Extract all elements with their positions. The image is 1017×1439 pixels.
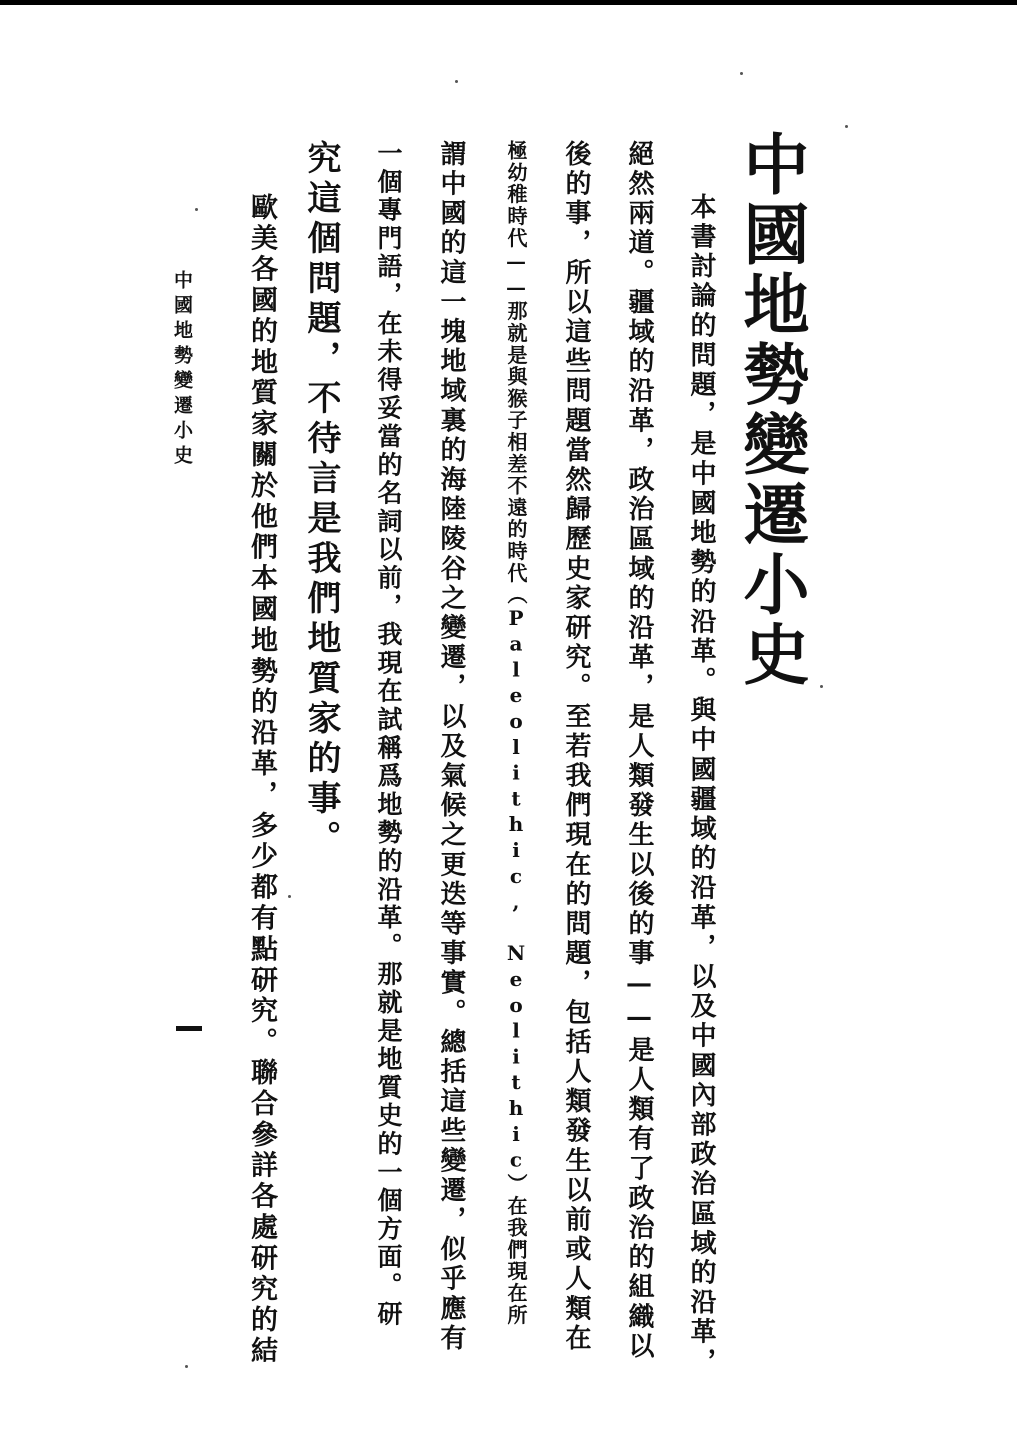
- scan-speck: [820, 685, 823, 688]
- page-title: 中國地勢變遷小史: [732, 130, 810, 690]
- body-line-5: 謂中國的這一塊地域裏的海陸陵谷之變遷，以及氣候之更迭等事實。總括這些變遷，似乎應有: [436, 140, 466, 1354]
- scan-speck: [288, 895, 291, 898]
- body-line-6: 一個專門語，在未得妥當的名詞以前，我現在試稱爲地勢的沿革。那就是地質史的一個方面。研: [374, 140, 403, 1329]
- scan-speck: [740, 72, 743, 75]
- body-line-1: 本書討論的問題，是中國地勢的沿革。與中國疆域的沿革，以及中國內部政治區域的沿革，: [686, 193, 716, 1377]
- scan-speck: [185, 1365, 188, 1368]
- running-head: 中國地勢變遷小史: [171, 270, 193, 470]
- body-line-8: 歐美各國的地質家關於他們本國地勢的沿革，多少都有點研究。聯合參詳各處研究的結: [246, 193, 277, 1368]
- scan-speck: [455, 80, 458, 83]
- body-line-4: 極幼稚時代——那就是與猴子相差不遠的時代（Paleolithic, Neolithic）在我們現在所: [504, 140, 528, 1326]
- top-border-rule: [0, 0, 1017, 5]
- page-number-mark: [176, 1026, 202, 1031]
- body-line-3: 後的事，所以這些問題當然歸歷史家研究。至若我們現在的問題，包括人類發生以前或人類在: [561, 140, 591, 1354]
- body-line-2: 絕然兩道。疆域的沿革，政治區域的沿革，是人類發生以後的事——是人類有了政治的組織以: [624, 140, 654, 1362]
- scan-speck: [845, 125, 848, 128]
- scan-speck: [195, 208, 198, 211]
- body-line-7: 究這個問題，不待言是我們地質家的事。: [301, 140, 341, 860]
